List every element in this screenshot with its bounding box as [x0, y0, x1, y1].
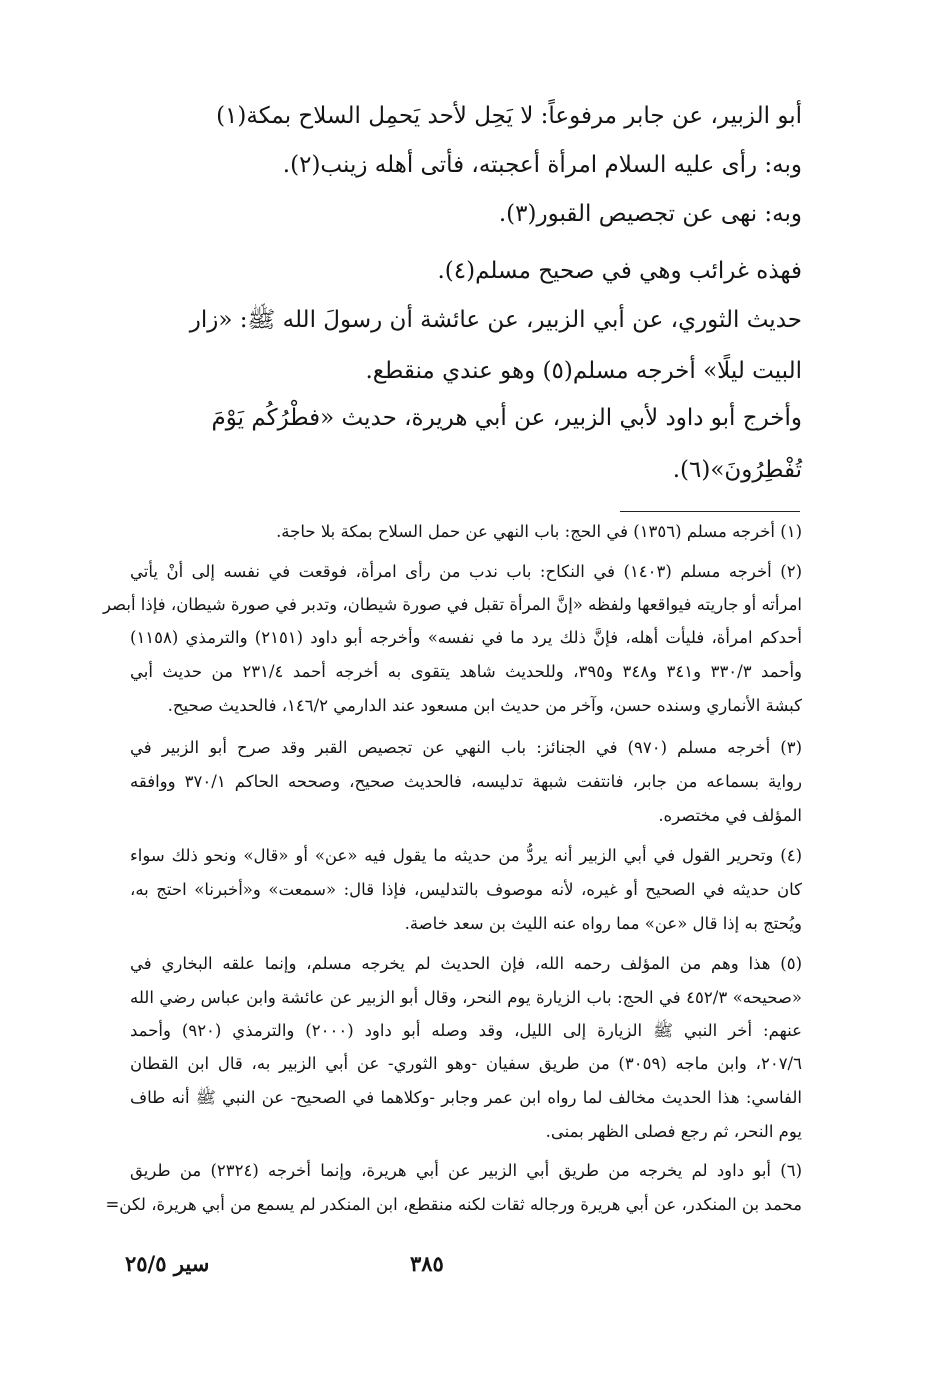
main-text-line: وبه: نهى عن تجصيص القبور(٣). [498, 201, 802, 227]
footnote-line: محمد بن المنكدر، عن أبي هريرة ورجاله ثقات لكنه منقطع، ابن المنكدر لم يسمع من أبي هريرة، لكن= [105, 1195, 802, 1214]
main-text-line: وبه: رأى عليه السلام امرأة أعجبته، فأتى أهله زينب(٢). [282, 152, 802, 178]
footnote-line: (١) أخرجه مسلم (١٣٥٦) في الحج: باب النهي عن حمل السلاح بمكة بلا حاجة. [276, 522, 802, 541]
footnote-line: كبشة الأنماري وسنده حسن، وآخر من حديث ابن مسعود عند الدارمي ١٤٦/٢، فالحديث صحيح. [167, 696, 802, 715]
footnote-line: أحدكم امرأة، فليأت أهله، فإنَّ ذلك يرد ما في نفسه» وأخرجه أبو داود (٢١٥١) والترمذي (١١٥٨) [130, 628, 802, 647]
footnote-line: (٤) وتحرير القول في أبي الزبير أنه يردُّ من حديثه ما يقول فيه «عن» أو «قال» ونحو ذلك سواء [130, 846, 802, 865]
main-text-line: وأخرج أبو داود لأبي الزبير، عن أبي هريرة، حديث «فطْرُكُم يَوْمَ [211, 405, 802, 431]
footnote-separator [620, 511, 800, 512]
footnote-line: «صحيحه» ٤٥٢/٣ في الحج: باب الزيارة يوم النحر، وقال أبو الزبير عن عائشة وابن عباس رضي الله [130, 988, 802, 1007]
footnote-line: امرأته أو جاريته فيواقعها ولفظه «إنَّ المرأة تقبل في صورة شيطان، وتدبر في صورة شيطان، فإذا أبصر [102, 595, 802, 614]
main-text-line: حديث الثوري، عن أبي الزبير، عن عائشة أن رسولَ الله ﷺ: «زار [189, 307, 802, 333]
main-text-line: تُفْطِرُونَ»(٦). [672, 457, 802, 483]
footnote-line: (٦) أبو داود لم يخرجه من طريق أبي الزبير عن أبي هريرة، وإنما أخرجه (٢٣٢٤) من طريق [130, 1161, 802, 1180]
main-text-line: أبو الزبير، عن جابر مرفوعاً: لا يَحِل لأحد يَحمِل السلاح بمكة(١) [216, 103, 802, 129]
main-text-line: البيت ليلًا» أخرجه مسلم(٥) وهو عندي منقطع. [365, 358, 802, 384]
footnote-line: ٢٠٧/٦، وابن ماجه (٣٠٥٩) من طريق سفيان -وهو الثوري- عن أبي الزبير به، قال ابن القطان [130, 1054, 802, 1073]
footnote-line: المؤلف في مختصره. [658, 806, 802, 825]
footnote-line: كان حديثه في الصحيح أو غيره، لأنه موصوف بالتدليس، فإذا قال: «سمعت» و«أخبرنا» احتج به، [130, 880, 802, 899]
footnote-line: عنهم: أخر النبي ﷺ الزيارة إلى الليل، وقد وصله أبو داود (٢٠٠٠) والترمذي (٩٢٠) وأحمد [130, 1021, 802, 1040]
footnote-line: (٢) أخرجه مسلم (١٤٠٣) في النكاح: باب ندب من رأى امرأة، فوقعت في نفسه إلى أنْ يأتي [130, 562, 802, 581]
footnote-line: وأحمد ٣٣٠/٣ و٣٤١ و٣٤٨ و٣٩٥، وللحديث شاهد يتقوى به أخرجه أحمد ٢٣١/٤ من حديث أبي [130, 662, 803, 681]
page-number: ٣٨٥ [410, 1251, 444, 1276]
footnote-line: ويُحتج به إذا قال «عن» مما رواه عنه الليث بن سعد خاصة. [404, 914, 802, 933]
footnote-line: (٥) هذا وهم من المؤلف رحمه الله، فإن الحديث لم يخرجه مسلم، وإنما علقه البخاري في [130, 954, 802, 973]
footnote-line: رواية بسماعه من جابر، فانتفت شبهة تدليسه، فالحديث صحيح، وصححه الحاكم ٣٧٠/١ ووافقه [130, 772, 802, 791]
printer-signature: سير ٢٥/٥ [125, 1251, 210, 1276]
footnote-line: الفاسي: هذا الحديث مخالف لما رواه ابن عمر وجابر -وكلاهما في الصحيح- عن النبي ﷺ أنه طاف [130, 1088, 802, 1107]
footnote-line: يوم النحر، ثم رجع فصلى الظهر بمنى. [545, 1122, 802, 1141]
footnote-line: (٣) أخرجه مسلم (٩٧٠) في الجنائز: باب النهي عن تجصيص القبر وقد صرح أبو الزبير في [130, 738, 802, 757]
main-text-line: فهذه غرائب وهي في صحيح مسلم(٤). [437, 258, 802, 284]
